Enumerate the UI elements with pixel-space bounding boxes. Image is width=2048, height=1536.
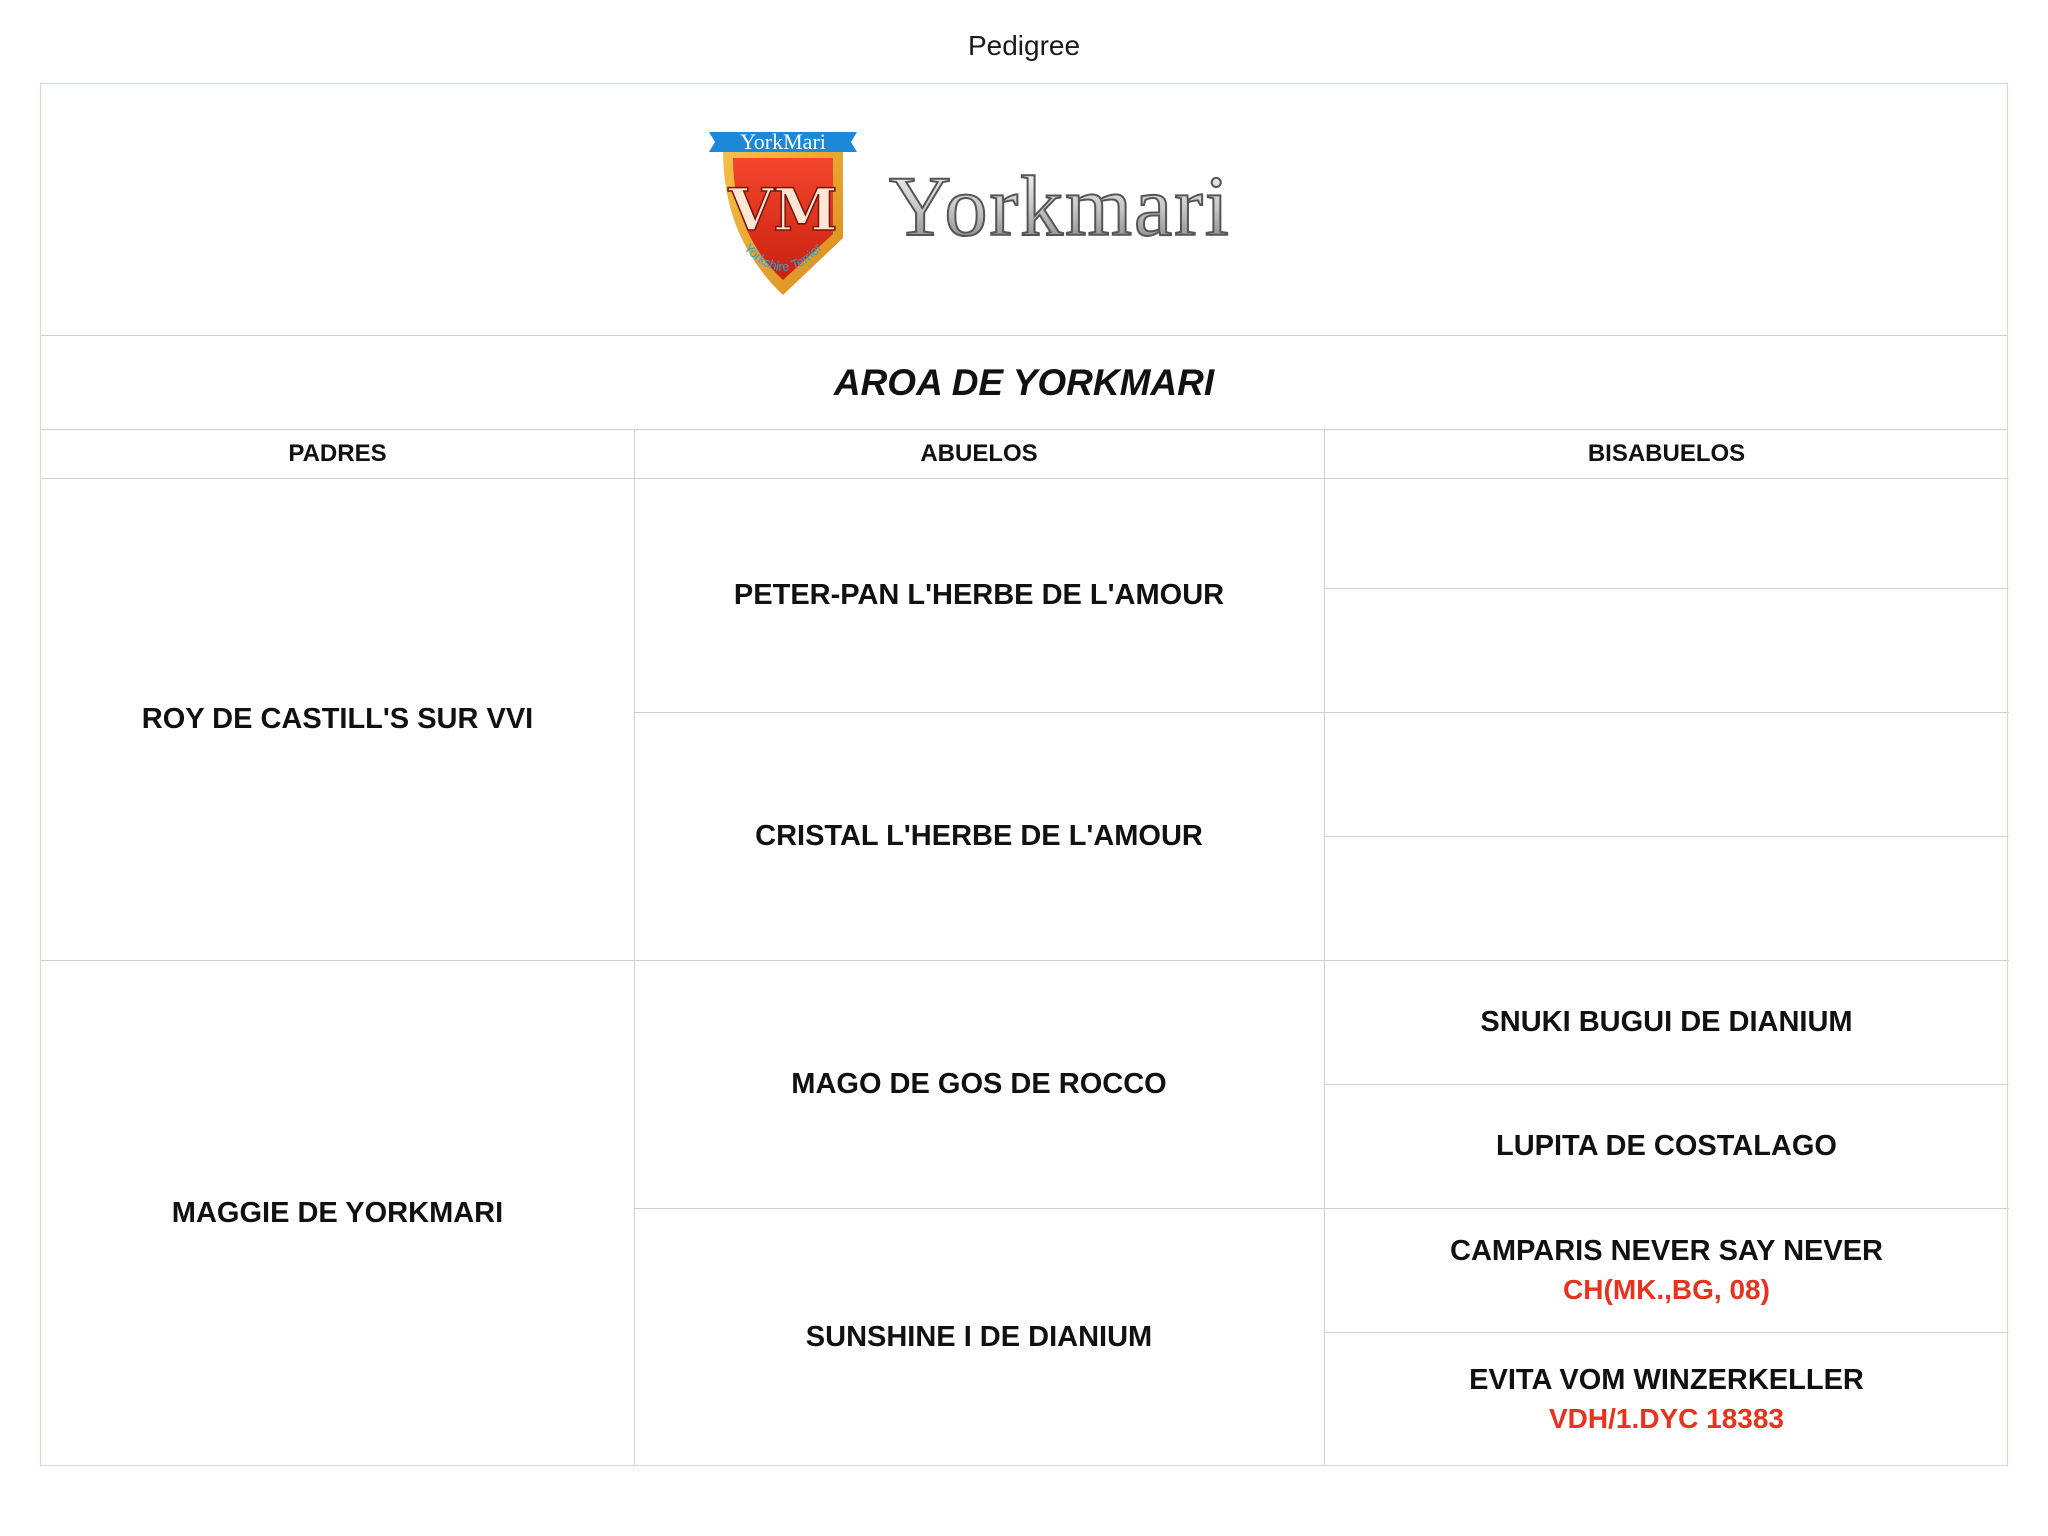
padre-dam: MAGGIE DE YORKMARI [171,1196,504,1229]
logo-wordmark: Yorkmari [889,158,1231,254]
abuelo-1: PETER-PAN L'HERBE DE L'AMOUR [733,579,1225,611]
bisabuelo-title: VDH/1.DYC 18383 [1548,1402,1784,1434]
bisabuelo-7 [1324,1208,2009,1332]
abuelo-4: SUNSHINE I DE DIANIUM [805,1320,1153,1353]
column-header-abuelos: ABUELOS [634,430,1324,479]
abuelo-2: CRISTAL L'HERBE DE L'AMOUR [755,819,1203,852]
header [41,84,2007,336]
shield-emblem [709,129,857,295]
pedigree-frame [40,83,2008,1466]
shield-arc-text: Yorkshire Terrier [741,240,825,275]
bisabuelo-5: SNUKI BUGUI DE DIANIUM [1480,1005,1853,1038]
page-title: Pedigree [967,30,1081,61]
banner-text: YorkMari [740,129,826,154]
bisabuelo-8 [1324,1332,2009,1466]
shield-monogram: VM [728,176,838,244]
column-header-bisabuelos: BISABUELOS [1324,430,2009,479]
padre-sire: ROY DE CASTILL'S SUR VVI [141,703,534,735]
bisabuelo-name: CAMPARIS NEVER SAY NEVER [1450,1234,1883,1267]
column-header-padres: PADRES [41,430,634,479]
bisabuelo-2 [1324,588,2009,712]
bisabuelo-title: CH(MK.,BG, 08) [1563,1273,1770,1305]
bisabuelo-name: EVITA VOM WINZERKELLER [1469,1363,1864,1396]
bisabuelo-1 [1324,479,2009,588]
bisabuelo-3 [1324,712,2009,836]
bisabuelo-6: LUPITA DE COSTALAGO [1495,1129,1837,1162]
pedigree-grid [41,430,2007,1466]
bisabuelo-4 [1324,836,2009,960]
dog-name-title: AROA DE YORKMARI [41,336,2007,430]
yorkmari-logo [701,120,1341,300]
abuelo-3: MAGO DE GOS DE ROCCO [791,1067,1167,1100]
